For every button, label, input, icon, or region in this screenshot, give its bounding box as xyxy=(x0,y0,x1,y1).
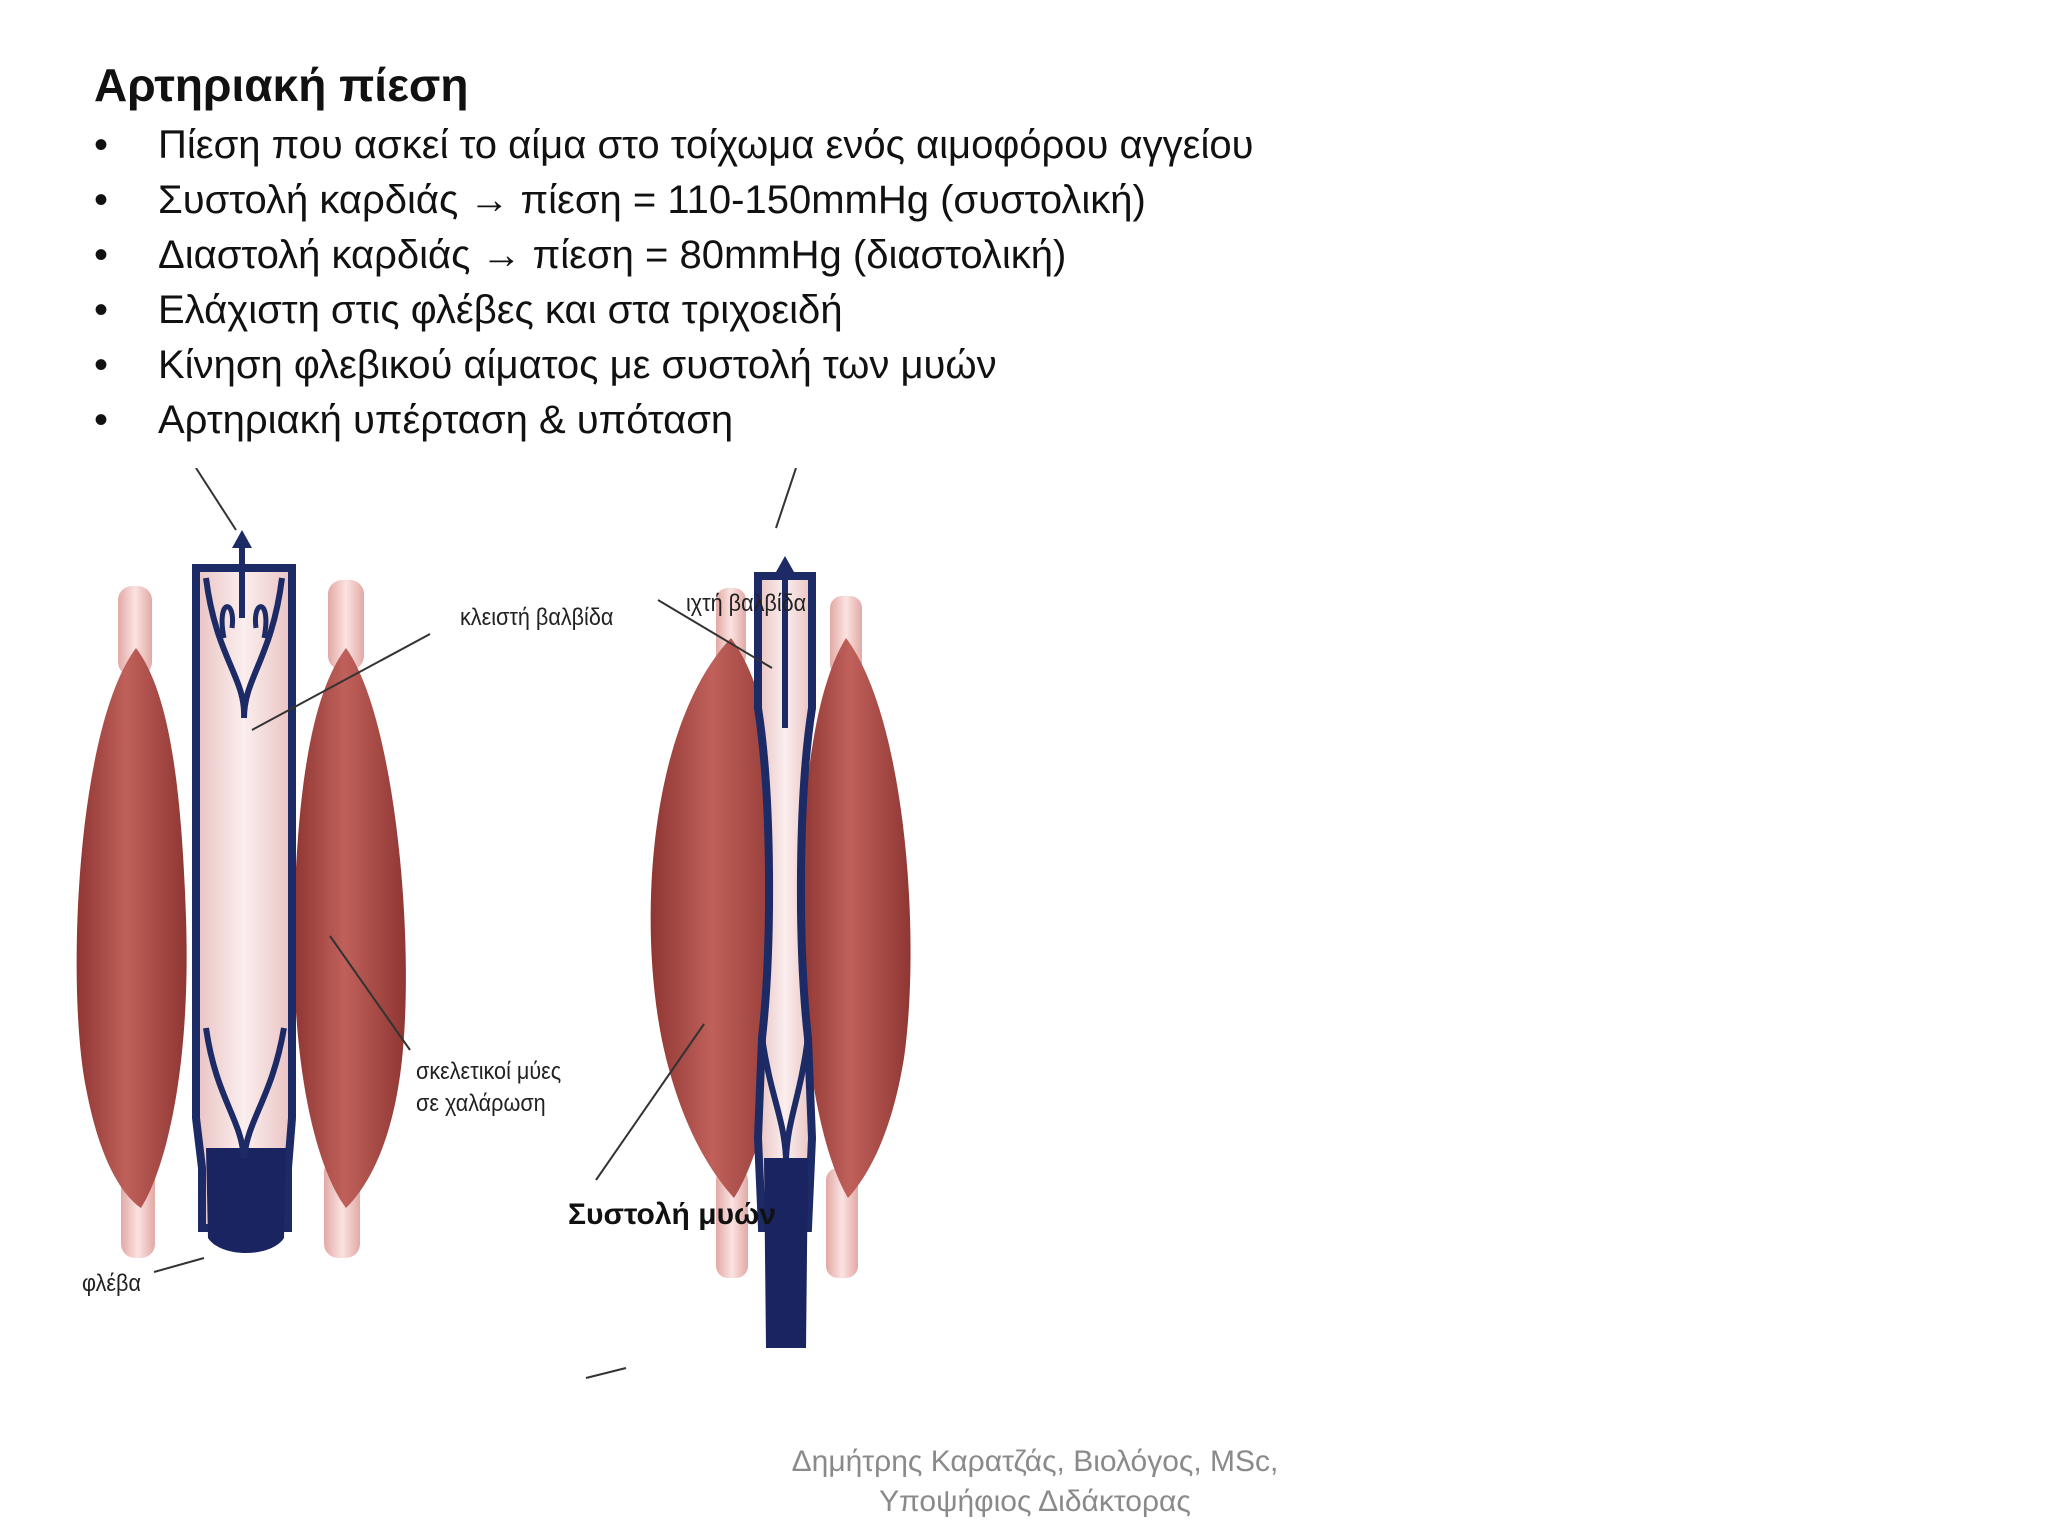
skeletal-muscle-left xyxy=(77,648,187,1208)
author-line-1: Δημήτρης Καρατζάς, Βιολόγος, MSc, xyxy=(791,1445,1279,1478)
label-vein: φλέβα xyxy=(82,1270,141,1297)
left-panel-relaxed xyxy=(77,468,430,1272)
leader-line-vein xyxy=(154,1258,204,1272)
bullet-item: • Αρτηριακή υπέρταση & υπόταση xyxy=(94,393,1253,448)
author-line-2: Υποψήφιος Διδάκτορας xyxy=(879,1485,1191,1518)
leader-line-bottom xyxy=(586,1368,626,1378)
venous-blood xyxy=(206,1148,286,1253)
bullet-glyph: • xyxy=(94,178,109,222)
label-closed-valve-right: ιχτή βαλβίδα xyxy=(686,590,807,617)
label-muscles-relaxed-1: σκελετικοί μύες xyxy=(416,1058,562,1085)
bullet-glyph: • xyxy=(94,123,109,167)
leader-line-top xyxy=(196,468,236,530)
vein-muscle-pump-figure xyxy=(66,468,1106,1406)
bullet-glyph: • xyxy=(94,233,109,277)
vein-relaxed xyxy=(196,568,292,1228)
bullet-item: • Κίνηση φλεβικού αίματος με συστολή των μυών xyxy=(94,338,1253,393)
bullet-item: • Ελάχιστη στις φλέβες και στα τριχοειδή xyxy=(94,283,1253,338)
label-muscles-relaxed-2: σε χαλάρωση xyxy=(416,1090,546,1117)
bullet-item: • Διαστολή καρδιάς → πίεση = 80mmHg (διαστολική) xyxy=(94,228,1253,283)
skeletal-muscle-right xyxy=(801,638,911,1198)
bullet-list xyxy=(94,118,1253,448)
leader-line-top xyxy=(776,468,796,528)
label-muscle-contraction: Συστολή μυών xyxy=(568,1198,777,1231)
skeletal-muscle-right xyxy=(294,648,406,1208)
author-footer xyxy=(735,1442,1335,1522)
bullet-item: • Πίεση που ασκεί το αίμα στο τοίχωμα ενός αιμοφόρου αγγείου xyxy=(94,118,1253,173)
bullet-glyph: • xyxy=(94,343,109,387)
bullet-item: • Συστολή καρδιάς → πίεση = 110-150mmHg (συστολική) xyxy=(94,173,1253,228)
flow-arrow-head xyxy=(776,556,794,572)
bullet-glyph: • xyxy=(94,398,109,442)
flow-arrow-head xyxy=(232,530,252,548)
venous-blood xyxy=(764,1158,808,1348)
label-closed-valve-left: κλειστή βαλβίδα xyxy=(460,604,614,631)
slide-title: Αρτηριακή πίεση xyxy=(94,59,469,111)
bullet-glyph: • xyxy=(94,288,109,332)
